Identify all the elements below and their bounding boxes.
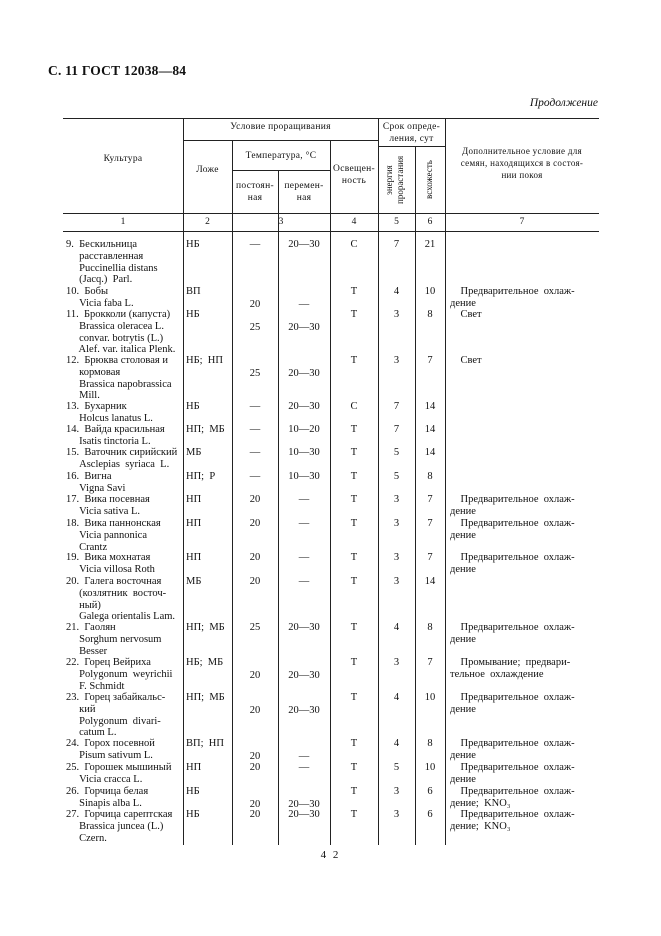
- germination-cell: 8: [427, 471, 433, 482]
- alternating-temp-cell: 20—30: [288, 705, 320, 716]
- header-alternating: перемен- ная: [284, 181, 324, 203]
- culture-cell: 15. Ваточник сирийский Asclepias syriaca L.: [66, 447, 178, 470]
- lighting-cell: Т: [350, 809, 358, 820]
- culture-cell: 26. Горчица белая Sinapis alba L.: [66, 786, 149, 809]
- germination-cell: 8: [427, 738, 433, 749]
- energy-cell: 7: [393, 424, 400, 435]
- col-number-6: 6: [427, 217, 433, 227]
- constant-temp-cell: 20: [249, 809, 261, 820]
- lighting-cell: Т: [350, 762, 358, 773]
- continuation-label: Продолжение: [529, 97, 598, 109]
- header-energy: энергия прорастания: [384, 155, 405, 205]
- bed-cell: НБ; НП: [186, 355, 223, 366]
- conditions-rule: [183, 140, 378, 141]
- constant-temp-cell: 25: [249, 322, 261, 333]
- lighting-cell: Т: [350, 355, 358, 366]
- lighting-cell: Т: [350, 657, 358, 668]
- header-extra-condition: Дополнительное условие для семян, находящихся в состоя- нии покоя: [460, 146, 584, 180]
- culture-cell: 14. Вайда красильная Isatis tinctoria L.: [66, 424, 165, 447]
- term-rule: [378, 146, 445, 147]
- lighting-cell: С: [350, 239, 358, 250]
- constant-temp-cell: —: [249, 239, 261, 250]
- energy-cell: 4: [393, 692, 400, 703]
- germination-cell: 10: [424, 762, 436, 773]
- constant-temp-cell: 25: [249, 368, 261, 379]
- germination-cell: 14: [424, 576, 436, 587]
- lighting-cell: Т: [350, 286, 358, 297]
- energy-cell: 7: [393, 401, 400, 412]
- bed-cell: НП: [186, 762, 202, 773]
- bed-cell: НБ: [186, 239, 200, 250]
- col-number-2: 2: [205, 217, 210, 227]
- energy-cell: 3: [393, 576, 400, 587]
- germination-cell: 10: [424, 692, 436, 703]
- constant-temp-cell: 20: [249, 552, 261, 563]
- alternating-temp-cell: 10—20: [288, 424, 320, 435]
- alternating-temp-cell: —: [298, 751, 310, 762]
- lighting-cell: С: [350, 401, 358, 412]
- bed-cell: НП; МБ: [186, 622, 225, 633]
- culture-cell: 12. Брюква столовая и кормовая Brassica napobrassica Mill.: [66, 355, 172, 402]
- germination-cell: 7: [427, 552, 433, 563]
- bed-cell: НБ: [186, 309, 200, 320]
- extra-condition-cell: Предварительное охлаж- дение: [450, 692, 575, 715]
- constant-temp-cell: —: [249, 424, 261, 435]
- lighting-cell: Т: [350, 424, 358, 435]
- page-number: 4 2: [320, 849, 341, 861]
- lighting-cell: Т: [350, 692, 358, 703]
- lighting-cell: Т: [350, 518, 358, 529]
- bed-cell: МБ: [186, 576, 202, 587]
- bed-cell: МБ: [186, 447, 202, 458]
- germination-cell: 7: [427, 494, 433, 505]
- constant-temp-cell: 20: [249, 518, 261, 529]
- header-term: Срок опреде- ления, сут: [382, 122, 441, 144]
- page-header: С. 11 ГОСТ 12038—84: [48, 63, 187, 78]
- extra-condition-cell: Свет: [450, 355, 482, 366]
- energy-cell: 3: [393, 309, 400, 320]
- alternating-temp-cell: 20—30: [288, 622, 320, 633]
- energy-cell: 3: [393, 494, 400, 505]
- bed-cell: НП; МБ: [186, 424, 225, 435]
- extra-condition-cell: Предварительное охлаж- дение: [450, 518, 575, 541]
- alternating-temp-cell: 20—30: [288, 670, 320, 681]
- alternating-temp-cell: —: [298, 552, 310, 563]
- constant-temp-cell: 25: [249, 622, 261, 633]
- culture-cell: 13. Бухарник Holcus lanatus L.: [66, 401, 153, 424]
- constant-temp-cell: 20: [249, 494, 261, 505]
- col-number-4: 4: [351, 217, 357, 227]
- constant-temp-cell: 20: [249, 705, 261, 716]
- germination-cell: 8: [427, 309, 433, 320]
- header-culture: Культура: [103, 154, 143, 164]
- germination-cell: 8: [427, 622, 433, 633]
- culture-cell: 11. Брокколи (капуста) Brassica oleracea L. convar. botrytis (L.) Alef. var. italica Plenk.: [66, 309, 176, 356]
- constant-temp-cell: 20: [249, 751, 261, 762]
- extra-condition-cell: Предварительное охлаж- дение; KNO₃: [450, 786, 575, 809]
- extra-condition-cell: Предварительное охлаж- дение: [450, 494, 575, 517]
- header-germination-conditions: Условие проращивания: [230, 122, 331, 132]
- col-number-1: 1: [120, 217, 126, 227]
- germination-cell: 7: [427, 518, 433, 529]
- extra-condition-cell: Предварительное охлаж- дение: [450, 762, 575, 785]
- constant-temp-cell: 20: [249, 762, 261, 773]
- culture-cell: 22. Горец Вейриха Polygonum weyrichii F. Schmidt: [66, 657, 173, 692]
- germination-cell: 6: [427, 786, 433, 797]
- lighting-cell: Т: [350, 309, 358, 320]
- energy-cell: 4: [393, 622, 400, 633]
- alternating-temp-cell: 20—30: [288, 368, 320, 379]
- germination-cell: 14: [424, 447, 436, 458]
- lighting-cell: Т: [350, 786, 358, 797]
- col-divider-1: [183, 118, 184, 845]
- alternating-temp-cell: —: [298, 299, 310, 310]
- table-top-rule: [63, 118, 599, 119]
- extra-condition-cell: Предварительное охлаж- дение: [450, 552, 575, 575]
- bed-cell: НП; МБ: [186, 692, 225, 703]
- culture-cell: 19. Вика мохнатая Vicia villosa Roth: [66, 552, 155, 575]
- lighting-cell: Т: [350, 447, 358, 458]
- constant-temp-cell: —: [249, 447, 261, 458]
- extra-condition-cell: Промывание; предвари- тельное охлаждение: [450, 657, 571, 680]
- header-constant: постоян- ная: [236, 181, 274, 203]
- alternating-temp-cell: 10—30: [288, 471, 320, 482]
- constant-temp-cell: 20: [249, 299, 261, 310]
- energy-cell: 5: [393, 762, 400, 773]
- energy-cell: 3: [393, 552, 400, 563]
- constant-temp-cell: 20: [249, 576, 261, 587]
- energy-cell: 7: [393, 239, 400, 250]
- energy-cell: 3: [393, 809, 400, 820]
- header-bed: Ложе: [196, 165, 219, 175]
- col-divider-7: [445, 118, 446, 845]
- germination-cell: 14: [424, 401, 436, 412]
- alternating-temp-cell: 20—30: [288, 322, 320, 333]
- germination-cell: 7: [427, 657, 433, 668]
- numbers-bottom-rule: [63, 231, 599, 232]
- lighting-cell: Т: [350, 494, 358, 505]
- energy-cell: 5: [393, 447, 400, 458]
- germination-cell: 10: [424, 286, 436, 297]
- lighting-cell: Т: [350, 471, 358, 482]
- bed-cell: НП: [186, 518, 202, 529]
- extra-condition-cell: Предварительное охлаж- дение: [450, 622, 575, 645]
- energy-cell: 3: [393, 355, 400, 366]
- alternating-temp-cell: 10—30: [288, 447, 320, 458]
- culture-cell: 17. Вика посевная Vicia sativa L.: [66, 494, 150, 517]
- extra-condition-cell: Свет: [450, 309, 482, 320]
- culture-cell: 23. Горец забайкальс- кий Polygonum divari- catum L.: [66, 692, 166, 739]
- bed-cell: НБ: [186, 401, 200, 412]
- bed-cell: НБ: [186, 786, 200, 797]
- extra-condition-cell: Предварительное охлаж- дение: [450, 286, 575, 309]
- germination-cell: 6: [427, 809, 433, 820]
- alternating-temp-cell: —: [298, 762, 310, 773]
- culture-cell: 27. Горчица сарептская Brassica juncea (L.) Czern.: [66, 809, 173, 844]
- lighting-cell: Т: [350, 738, 358, 749]
- energy-cell: 3: [393, 518, 400, 529]
- bed-cell: ВП; НП: [186, 738, 224, 749]
- germination-cell: 21: [424, 239, 436, 250]
- header-germination: всхожесть: [424, 160, 434, 200]
- col-number-5: 5: [394, 217, 399, 227]
- energy-cell: 3: [393, 657, 400, 668]
- col-number-7: 7: [519, 217, 525, 227]
- constant-temp-cell: 20: [249, 799, 261, 810]
- header-temperature: Температура, °С: [245, 151, 317, 161]
- energy-cell: 4: [393, 738, 400, 749]
- alternating-temp-cell: —: [298, 494, 310, 505]
- germination-cell: 14: [424, 424, 436, 435]
- extra-condition-cell: Предварительное охлаж- дение: [450, 738, 575, 761]
- bed-cell: ВП: [186, 286, 201, 297]
- alternating-temp-cell: 20—30: [288, 809, 320, 820]
- bed-cell: НП: [186, 552, 202, 563]
- bed-cell: НП: [186, 494, 202, 505]
- alternating-temp-cell: —: [298, 576, 310, 587]
- culture-cell: 10. Бобы Vicia faba L.: [66, 286, 134, 309]
- header-lighting: Освещен- ность: [333, 164, 375, 186]
- lighting-cell: Т: [350, 622, 358, 633]
- culture-cell: 21. Гаолян Sorghum nervosum Besser: [66, 622, 162, 657]
- energy-cell: 4: [393, 286, 400, 297]
- extra-condition-cell: Предварительное охлаж- дение; KNO₃: [450, 809, 575, 832]
- bed-cell: НП; Р: [186, 471, 216, 482]
- culture-cell: 9. Бескильница расставленная Puccinellia distans (Jacq.) Parl.: [66, 239, 158, 286]
- culture-cell: 20. Галега восточная (козлятник восточ- ный) Galega orientalis Lam.: [66, 576, 176, 623]
- alternating-temp-cell: —: [298, 518, 310, 529]
- alternating-temp-cell: 20—30: [288, 401, 320, 412]
- bed-cell: НБ: [186, 809, 200, 820]
- culture-cell: 24. Горох посевной Pisum sativum L.: [66, 738, 155, 761]
- temperature-rule: [232, 170, 330, 171]
- culture-cell: 18. Вика паннонская Vicia pannonica Crantz: [66, 518, 161, 553]
- header-bottom-rule: [63, 213, 599, 214]
- constant-temp-cell: —: [249, 471, 261, 482]
- germination-cell: 7: [427, 355, 433, 366]
- culture-cell: 16. Вигна Vigna Savi: [66, 471, 126, 494]
- alternating-temp-cell: 20—30: [288, 239, 320, 250]
- constant-temp-cell: 20: [249, 670, 261, 681]
- energy-cell: 3: [393, 786, 400, 797]
- constant-temp-cell: —: [249, 401, 261, 412]
- energy-cell: 5: [393, 471, 400, 482]
- col-divider-3: [278, 170, 279, 845]
- bed-cell: НБ; МБ: [186, 657, 224, 668]
- culture-cell: 25. Горошек мышиный Vicia cracca L.: [66, 762, 172, 785]
- col-number-3: 3: [278, 217, 284, 227]
- lighting-cell: Т: [350, 576, 358, 587]
- alternating-temp-cell: 20—30: [288, 799, 320, 810]
- lighting-cell: Т: [350, 552, 358, 563]
